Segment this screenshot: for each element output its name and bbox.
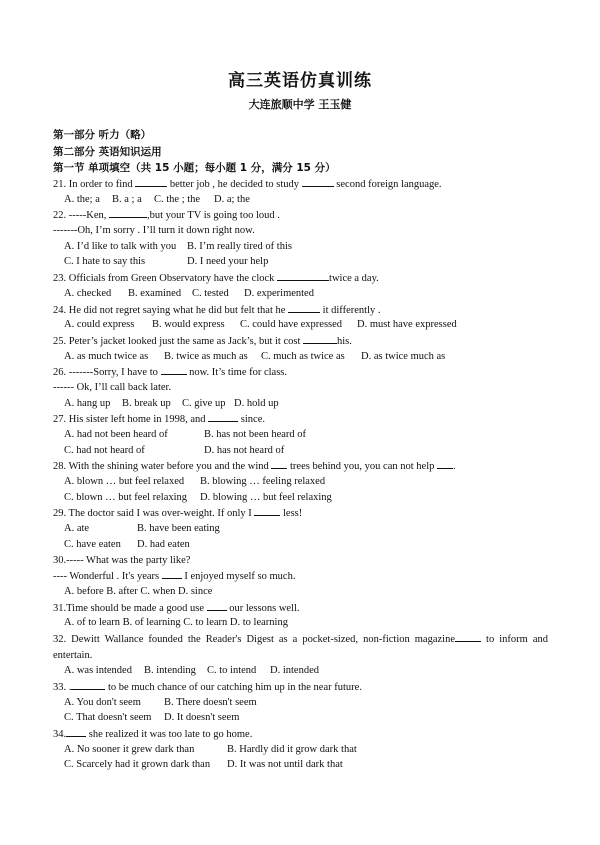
answer-blank — [162, 568, 182, 579]
option-b: B. have been eating — [137, 523, 220, 535]
question-26-options — [53, 396, 548, 412]
answer-blank — [271, 458, 287, 469]
option-a: A. the; a — [64, 193, 100, 205]
option-c: C. have eaten — [64, 538, 121, 550]
answer-blank — [437, 458, 453, 469]
option-c: C. I hate to say this — [64, 256, 146, 268]
option-b: B. a ; a — [112, 193, 142, 205]
question-29-options-row1 — [53, 521, 548, 537]
question-30-reply: ---- Wonderful . It's years I enjoyed myself so much. — [53, 568, 548, 584]
question-27-options-row1 — [53, 427, 548, 443]
option-b: B. would express — [152, 319, 225, 331]
option-d: D. had eaten — [137, 538, 190, 550]
question-27-stem: 27. His sister left home in 1998, and since. — [53, 411, 548, 427]
option-d: D. must have expressed — [357, 319, 457, 331]
question-31-options: A. of to learn B. of learning C. to learn D. to learning — [64, 617, 288, 629]
question-24-stem: 24. He did not regret saying what he did but felt that he it differently . — [53, 302, 548, 318]
option-a: A. No sooner it grew dark than — [64, 743, 195, 755]
question-33-options-row2 — [53, 710, 548, 726]
question-26-reply: ------ Ok, I’ll call back later. — [53, 381, 172, 393]
option-d: D. It was not until dark that — [227, 759, 343, 771]
option-d: D. I need your help — [187, 256, 269, 268]
section-heading-section1: 第一节 单项填空（共 15 小题；每小题 1 分，满分 15 分） — [53, 162, 336, 174]
option-a: A. hang up — [64, 397, 111, 409]
answer-blank — [303, 333, 337, 344]
option-a: A. I’d like to talk with you — [64, 240, 177, 252]
question-34-stem: 34. she realized it was too late to go home. — [53, 726, 548, 742]
option-a: A. You don't seem — [64, 696, 141, 708]
page-title: 高三英语仿真训练 — [228, 71, 372, 91]
question-list — [53, 176, 548, 773]
question-26-stem: 26. -------Sorry, I have to now. It’s time for class. — [53, 364, 548, 380]
answer-blank — [455, 631, 481, 642]
answer-blank — [109, 207, 147, 218]
question-27-options-row2 — [53, 443, 548, 459]
answer-blank — [135, 176, 167, 187]
option-c: C. blown … but feel relaxing — [64, 491, 188, 503]
option-c: C. had not heard of — [64, 444, 145, 456]
question-33-options-row1 — [53, 695, 548, 711]
option-b: B. twice as much as — [164, 350, 248, 362]
question-30-options: A. before B. after C. when D. since — [64, 585, 213, 597]
option-c: C. the ; the — [154, 193, 201, 205]
option-c: C. tested — [192, 287, 229, 299]
answer-blank — [66, 726, 86, 737]
page-subtitle: 大连旅顺中学 王玉健 — [248, 98, 352, 111]
option-a: A. as much twice as — [64, 350, 149, 362]
option-c: C. could have expressed — [240, 319, 343, 331]
option-b: B. blowing … feeling relaxed — [200, 476, 326, 488]
option-b: B. I’m really tired of this — [187, 240, 292, 252]
option-b: B. There doesn't seem — [164, 696, 257, 708]
question-22-options-row1 — [53, 239, 548, 255]
option-d: D. hold up — [234, 397, 279, 409]
answer-blank — [208, 411, 238, 422]
answer-blank — [207, 600, 227, 611]
section-heading-part2: 第二部分 英语知识运用 — [53, 146, 162, 158]
question-34-options-row2 — [53, 757, 548, 773]
answer-blank — [254, 505, 280, 516]
question-25-options — [53, 349, 548, 365]
question-28-options-row1 — [53, 474, 548, 490]
option-d: D. intended — [270, 665, 319, 677]
option-b: B. has not been heard of — [204, 429, 307, 440]
question-32-stem: 32. Dewitt Wallance founded the Reader's Digest as a pocket-sized, non-fiction magazine to inform and entertain. — [53, 631, 548, 663]
answer-blank — [161, 364, 187, 375]
question-22-stem: 22. -----Ken, ,but your TV is going too loud . — [53, 207, 548, 223]
section-heading-part1: 第一部分 听力（略） — [53, 129, 152, 141]
option-c: C. That doesn't seem — [64, 712, 152, 724]
answer-blank — [71, 679, 105, 690]
option-d: D. blowing … but feel relaxing — [200, 491, 332, 503]
question-34-options-row1 — [53, 742, 548, 758]
option-a: A. could express — [64, 319, 135, 331]
question-21-stem: 21. In order to find better job , he decided to study second foreign language. — [53, 176, 548, 192]
answer-blank — [277, 270, 329, 281]
option-b: B. examined — [128, 287, 182, 299]
option-d: D. experimented — [244, 287, 314, 299]
question-21-options — [53, 192, 548, 208]
option-b: B. Hardly did it grow dark that — [227, 743, 357, 755]
option-b: B. break up — [122, 397, 171, 409]
option-c: C. to intend — [207, 665, 257, 677]
question-28-options-row2 — [53, 490, 548, 506]
option-a: A. blown … but feel relaxed — [64, 476, 185, 488]
option-a: A. ate — [64, 523, 90, 535]
option-c: C. much as twice as — [261, 350, 345, 362]
option-b: B. intending — [144, 665, 196, 677]
question-22-options-row2 — [53, 254, 548, 270]
option-c: C. give up — [182, 397, 226, 409]
question-25-stem: 25. Peter’s jacket looked just the same as Jack’s, but it cost his. — [53, 333, 548, 349]
option-a: A. had not been heard of — [64, 429, 168, 440]
question-23-stem: 23. Officials from Green Observatory have the clock twice a day. — [53, 270, 548, 286]
option-c: C. Scarcely had it grown dark than — [64, 759, 211, 771]
question-32-options — [53, 663, 548, 679]
option-a: A. checked — [64, 287, 112, 299]
option-d: D. as twice much as — [361, 350, 446, 362]
answer-blank — [288, 302, 320, 313]
option-a: A. was intended — [64, 665, 132, 677]
option-d: D. It doesn't seem — [164, 712, 240, 724]
option-d: D. has not heard of — [204, 444, 285, 456]
question-31-stem: 31.Time should be made a good use our lessons well. — [53, 600, 548, 616]
answer-blank — [302, 176, 334, 187]
question-30-stem: 30.----- What was the party like? — [53, 554, 191, 566]
question-29-options-row2 — [53, 537, 548, 553]
question-23-options — [53, 286, 548, 302]
option-d: D. a; the — [214, 193, 250, 205]
question-29-stem: 29. The doctor said I was over-weight. If only I less! — [53, 505, 548, 521]
question-24-options — [53, 317, 548, 333]
question-22-reply: -------Oh, I’m sorry . I’ll turn it down right now. — [53, 225, 255, 237]
question-33-stem: 33. . to be much chance of our catching him up in the near future. — [53, 679, 548, 695]
question-28-stem: 28. With the shining water before you and the wind trees behind you, you can not help . — [53, 458, 548, 474]
